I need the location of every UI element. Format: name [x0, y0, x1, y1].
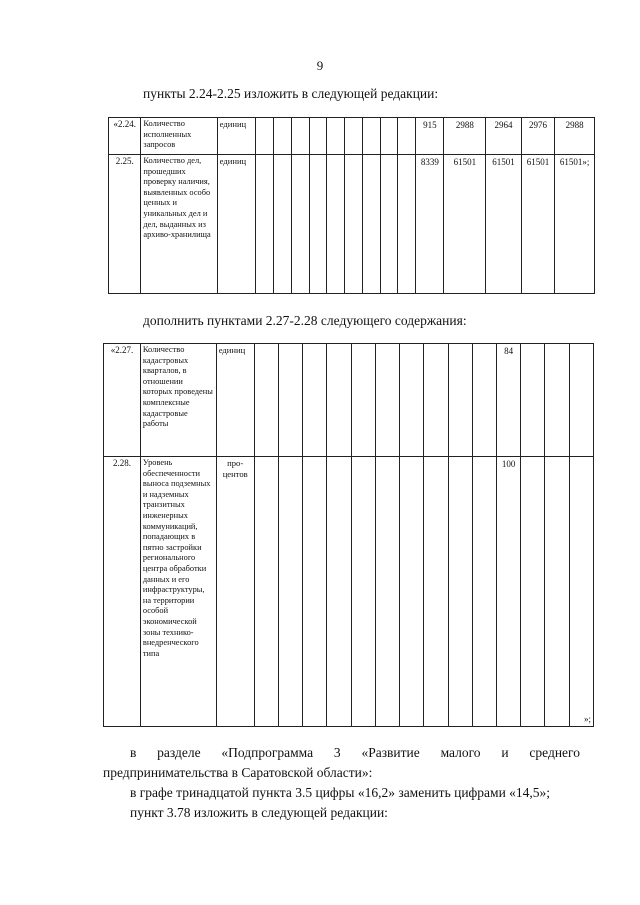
row-value: 2988 — [555, 118, 595, 155]
row-value: 2964 — [486, 118, 522, 155]
row-value: 61501 — [486, 155, 522, 294]
row-unit: единиц — [216, 344, 254, 457]
indicators-table-2 — [103, 343, 594, 727]
indicators-table-1 — [108, 117, 595, 294]
row-number: 2.28. — [104, 457, 141, 727]
paragraph-item-3-5: в графе тринадцатой пункта 3.5 цифры «16,2» заменить цифрами «14,5»; — [130, 785, 551, 800]
table-row — [109, 118, 595, 155]
word: «Развитие — [361, 745, 420, 760]
row-number: «2.27. — [104, 344, 141, 457]
intro-paragraph-2: дополнить пунктами 2.27-2.28 следующего содержания: — [143, 313, 467, 328]
row-number: 2.25. — [109, 155, 141, 294]
page-number: 9 — [316, 58, 324, 73]
paragraph-subprogram-line-1 — [130, 745, 580, 761]
row-value: 915 — [416, 118, 444, 155]
row-value: 61501»; — [555, 155, 595, 294]
table-row — [109, 155, 595, 294]
row-name: Количество исполненных запросов — [141, 118, 217, 155]
row-unit: единиц — [217, 118, 256, 155]
row-value: 84 — [497, 344, 521, 457]
word: 3 — [333, 745, 341, 760]
row-name: Уровень обеспеченности выноса подземных и надземных транзитных инженерных коммуникаций, попадающих в пятно застройки регионального центра обработки данных и его инфраструктуры, на территории особой экономической зоны технико-внедренческого типа — [140, 457, 216, 727]
word: «Подпрограмма — [221, 745, 314, 760]
paragraph-item-3-78: пункт 3.78 изложить в следующей редакции: — [130, 805, 388, 820]
row-value: 8339 — [416, 155, 444, 294]
row-unit: про-центов — [216, 457, 254, 727]
row-value: 2976 — [521, 118, 554, 155]
row-value: 2988 — [444, 118, 486, 155]
row-unit: единиц — [217, 155, 256, 294]
word: в — [130, 745, 137, 760]
table-row — [104, 344, 594, 457]
word: среднего — [529, 745, 580, 760]
word: и — [501, 745, 509, 760]
table-row — [104, 457, 594, 727]
word: малого — [440, 745, 481, 760]
word: разделе — [157, 745, 201, 760]
row-name: Количество кадастровых кварталов, в отношении которых проведены комплексные кадастровые работы — [140, 344, 216, 457]
paragraph-subprogram-line-2: предпринимательства в Саратовской области»: — [103, 765, 373, 780]
intro-paragraph-1: пункты 2.24-2.25 изложить в следующей редакции: — [143, 86, 439, 101]
row-number: «2.24. — [109, 118, 141, 155]
row-value: 61501 — [521, 155, 554, 294]
row-name: Количество дел, прошедших проверку наличия, выявленных особо ценных и уникальных дел и дел, выданных из архиво-хранилища — [141, 155, 217, 294]
row-end-mark: »; — [569, 457, 593, 727]
row-value: 61501 — [444, 155, 486, 294]
row-value: 100 — [497, 457, 521, 727]
